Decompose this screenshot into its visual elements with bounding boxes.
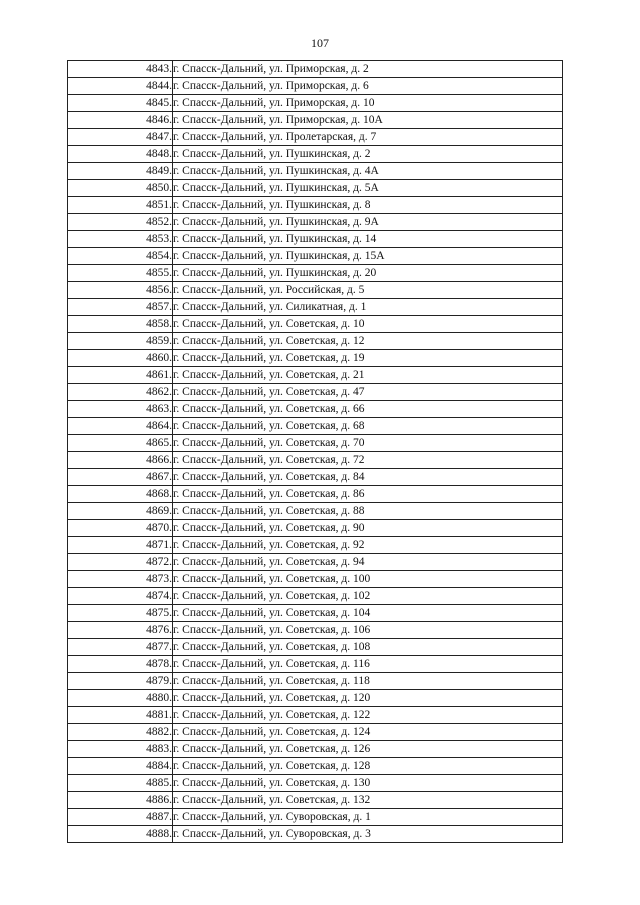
row-number: 4854.	[68, 248, 173, 265]
table-row	[68, 707, 563, 724]
table-row	[68, 78, 563, 95]
page-number: 107	[311, 36, 329, 50]
row-number: 4857.	[68, 299, 173, 316]
table-row	[68, 775, 563, 792]
table-row	[68, 214, 563, 231]
row-number: 4864.	[68, 418, 173, 435]
row-number: 4870.	[68, 520, 173, 537]
address-table-body	[68, 61, 563, 843]
row-address: г. Спасск-Дальний, ул. Советская, д. 108	[173, 639, 563, 656]
row-number: 4873.	[68, 571, 173, 588]
row-number: 4851.	[68, 197, 173, 214]
table-row	[68, 486, 563, 503]
row-number: 4888.	[68, 826, 173, 843]
row-address: г. Спасск-Дальний, ул. Советская, д. 124	[173, 724, 563, 741]
table-row	[68, 367, 563, 384]
row-address: г. Спасск-Дальний, ул. Советская, д. 102	[173, 588, 563, 605]
row-number: 4887.	[68, 809, 173, 826]
row-number: 4875.	[68, 605, 173, 622]
table-row	[68, 282, 563, 299]
row-address: г. Спасск-Дальний, ул. Советская, д. 132	[173, 792, 563, 809]
table-row	[68, 452, 563, 469]
table-row	[68, 265, 563, 282]
row-address: г. Спасск-Дальний, ул. Приморская, д. 6	[173, 78, 563, 95]
table-row	[68, 180, 563, 197]
address-table	[67, 60, 563, 843]
row-address: г. Спасск-Дальний, ул. Советская, д. 118	[173, 673, 563, 690]
row-address: г. Спасск-Дальний, ул. Советская, д. 116	[173, 656, 563, 673]
table-row	[68, 690, 563, 707]
row-number: 4858.	[68, 316, 173, 333]
table-row	[68, 809, 563, 826]
row-address: г. Спасск-Дальний, ул. Советская, д. 21	[173, 367, 563, 384]
table-row	[68, 231, 563, 248]
row-address: г. Спасск-Дальний, ул. Пушкинская, д. 20	[173, 265, 563, 282]
row-number: 4869.	[68, 503, 173, 520]
row-number: 4884.	[68, 758, 173, 775]
row-number: 4871.	[68, 537, 173, 554]
row-address: г. Спасск-Дальний, ул. Суворовская, д. 1	[173, 809, 563, 826]
row-number: 4880.	[68, 690, 173, 707]
row-address: г. Спасск-Дальний, ул. Советская, д. 47	[173, 384, 563, 401]
table-row	[68, 758, 563, 775]
row-address: г. Спасск-Дальний, ул. Суворовская, д. 3	[173, 826, 563, 843]
table-row	[68, 146, 563, 163]
row-address: г. Спасск-Дальний, ул. Советская, д. 90	[173, 520, 563, 537]
row-address: г. Спасск-Дальний, ул. Пушкинская, д. 5А	[173, 180, 563, 197]
table-row	[68, 129, 563, 146]
table-row	[68, 639, 563, 656]
table-row	[68, 384, 563, 401]
row-number: 4883.	[68, 741, 173, 758]
table-row	[68, 792, 563, 809]
row-address: г. Спасск-Дальний, ул. Советская, д. 19	[173, 350, 563, 367]
table-row	[68, 435, 563, 452]
table-row	[68, 163, 563, 180]
row-address: г. Спасск-Дальний, ул. Советская, д. 92	[173, 537, 563, 554]
table-row	[68, 333, 563, 350]
row-address: г. Спасск-Дальний, ул. Советская, д. 68	[173, 418, 563, 435]
row-address: г. Спасск-Дальний, ул. Пушкинская, д. 4А	[173, 163, 563, 180]
table-row	[68, 520, 563, 537]
table-row	[68, 554, 563, 571]
row-number: 4850.	[68, 180, 173, 197]
row-address: г. Спасск-Дальний, ул. Советская, д. 12	[173, 333, 563, 350]
table-row	[68, 316, 563, 333]
row-address: г. Спасск-Дальний, ул. Советская, д. 104	[173, 605, 563, 622]
table-row	[68, 622, 563, 639]
row-number: 4872.	[68, 554, 173, 571]
row-address: г. Спасск-Дальний, ул. Пушкинская, д. 14	[173, 231, 563, 248]
row-address: г. Спасск-Дальний, ул. Пушкинская, д. 2	[173, 146, 563, 163]
row-address: г. Спасск-Дальний, ул. Приморская, д. 10А	[173, 112, 563, 129]
table-row	[68, 724, 563, 741]
table-row	[68, 418, 563, 435]
row-number: 4844.	[68, 78, 173, 95]
row-address: г. Спасск-Дальний, ул. Советская, д. 66	[173, 401, 563, 418]
row-number: 4885.	[68, 775, 173, 792]
table-row	[68, 197, 563, 214]
row-address: г. Спасск-Дальний, ул. Советская, д. 128	[173, 758, 563, 775]
row-number: 4882.	[68, 724, 173, 741]
row-address: г. Спасск-Дальний, ул. Силикатная, д. 1	[173, 299, 563, 316]
row-address: г. Спасск-Дальний, ул. Советская, д. 130	[173, 775, 563, 792]
table-row	[68, 537, 563, 554]
row-number: 4866.	[68, 452, 173, 469]
row-address: г. Спасск-Дальний, ул. Пушкинская, д. 15А	[173, 248, 563, 265]
row-address: г. Спасск-Дальний, ул. Советская, д. 86	[173, 486, 563, 503]
row-number: 4867.	[68, 469, 173, 486]
table-row	[68, 826, 563, 843]
table-row	[68, 673, 563, 690]
row-number: 4877.	[68, 639, 173, 656]
row-number: 4863.	[68, 401, 173, 418]
table-row	[68, 95, 563, 112]
row-number: 4846.	[68, 112, 173, 129]
row-address: г. Спасск-Дальний, ул. Советская, д. 94	[173, 554, 563, 571]
table-row	[68, 503, 563, 520]
row-number: 4881.	[68, 707, 173, 724]
table-row	[68, 588, 563, 605]
table-row	[68, 299, 563, 316]
row-number: 4859.	[68, 333, 173, 350]
row-number: 4868.	[68, 486, 173, 503]
row-address: г. Спасск-Дальний, ул. Советская, д. 72	[173, 452, 563, 469]
table-row	[68, 656, 563, 673]
row-address: г. Спасск-Дальний, ул. Советская, д. 122	[173, 707, 563, 724]
row-number: 4845.	[68, 95, 173, 112]
row-number: 4860.	[68, 350, 173, 367]
row-number: 4856.	[68, 282, 173, 299]
row-address: г. Спасск-Дальний, ул. Советская, д. 100	[173, 571, 563, 588]
row-number: 4855.	[68, 265, 173, 282]
row-number: 4852.	[68, 214, 173, 231]
row-number: 4862.	[68, 384, 173, 401]
row-address: г. Спасск-Дальний, ул. Советская, д. 106	[173, 622, 563, 639]
row-address: г. Спасск-Дальний, ул. Советская, д. 126	[173, 741, 563, 758]
row-number: 4879.	[68, 673, 173, 690]
row-address: г. Спасск-Дальний, ул. Российская, д. 5	[173, 282, 563, 299]
table-row	[68, 571, 563, 588]
row-address: г. Спасск-Дальний, ул. Пушкинская, д. 8	[173, 197, 563, 214]
row-address: г. Спасск-Дальний, ул. Пушкинская, д. 9А	[173, 214, 563, 231]
table-row	[68, 741, 563, 758]
row-address: г. Спасск-Дальний, ул. Приморская, д. 2	[173, 61, 563, 78]
row-number: 4848.	[68, 146, 173, 163]
row-number: 4886.	[68, 792, 173, 809]
table-row	[68, 112, 563, 129]
table-row	[68, 605, 563, 622]
table-row	[68, 248, 563, 265]
row-number: 4876.	[68, 622, 173, 639]
row-number: 4853.	[68, 231, 173, 248]
row-address: г. Спасск-Дальний, ул. Советская, д. 70	[173, 435, 563, 452]
row-number: 4874.	[68, 588, 173, 605]
row-address: г. Спасск-Дальний, ул. Советская, д. 120	[173, 690, 563, 707]
row-number: 4861.	[68, 367, 173, 384]
row-number: 4878.	[68, 656, 173, 673]
table-row	[68, 469, 563, 486]
row-address: г. Спасск-Дальний, ул. Советская, д. 10	[173, 316, 563, 333]
row-number: 4843.	[68, 61, 173, 78]
row-address: г. Спасск-Дальний, ул. Советская, д. 88	[173, 503, 563, 520]
row-number: 4849.	[68, 163, 173, 180]
table-row	[68, 401, 563, 418]
table-row	[68, 61, 563, 78]
row-address: г. Спасск-Дальний, ул. Советская, д. 84	[173, 469, 563, 486]
row-number: 4865.	[68, 435, 173, 452]
table-row	[68, 350, 563, 367]
row-address: г. Спасск-Дальний, ул. Приморская, д. 10	[173, 95, 563, 112]
row-address: г. Спасск-Дальний, ул. Пролетарская, д. 7	[173, 129, 563, 146]
row-number: 4847.	[68, 129, 173, 146]
